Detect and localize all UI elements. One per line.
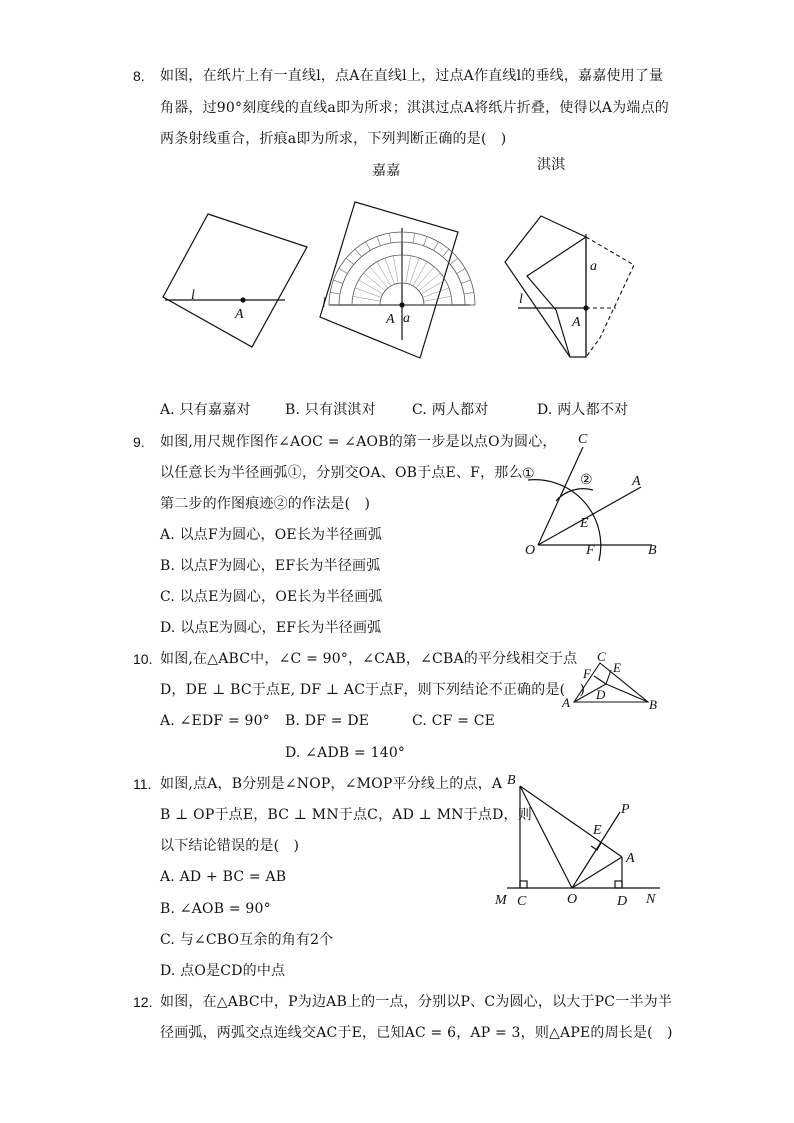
q8-option-C[interactable]: C. 两人都对	[412, 402, 489, 418]
q11-label-D: D	[617, 894, 628, 909]
q9-label-C: C	[578, 432, 588, 447]
q8-line-1: 如图，在纸片上有一直线l，点A在直线l上，过点A作直线l的垂线，嘉嘉使用了量	[160, 68, 664, 84]
q10-label-B: B	[649, 697, 657, 712]
q11-line-3: 以下结论错误的是( )	[160, 838, 300, 854]
q10-label-F: F	[583, 666, 591, 681]
q8-caption-qiqi: 淇淇	[537, 157, 566, 173]
q11-option-B[interactable]: B. ∠AOB = 90°	[160, 901, 271, 917]
q12-line-2: 径画弧，两弧交点连线交AC于E，已知AC = 6，AP = 3，则△APE的周长是( )	[160, 1025, 673, 1041]
q9-label-B: B	[648, 543, 657, 558]
q11-segment-BA	[520, 786, 622, 857]
q9-line-3: 第二步的作图痕迹②的作法是( )	[160, 496, 371, 512]
q11-number: 11.	[133, 776, 152, 792]
q10-label-D: D	[596, 687, 606, 702]
q10-label-E: E	[613, 660, 621, 675]
q8-option-A[interactable]: A. 只有嘉嘉对	[160, 402, 251, 418]
q8-option-B[interactable]: B. 只有淇淇对	[285, 402, 376, 418]
q9-option-B[interactable]: B. 以点F为圆心，EF长为半径画弧	[160, 558, 381, 574]
q11-label-B: B	[507, 773, 516, 788]
q9-option-A[interactable]: A. 以点F为圆心，OE长为半径画弧	[160, 527, 383, 543]
q10-label-C: C	[597, 649, 606, 664]
q11-option-C[interactable]: C. 与∠CBO互余的角有2个	[160, 932, 334, 948]
q10-option-C[interactable]: C. CF = CE	[412, 713, 496, 729]
q9-label-circle-1: ①	[522, 467, 535, 482]
q11-label-P: P	[621, 802, 630, 817]
q10-line-2: D，DE ⊥ BC于点E, DF ⊥ AC于点F，则下列结论不正确的是( )	[160, 682, 586, 698]
q11-label-E: E	[593, 823, 602, 838]
q10-line-1: 如图,在△ABC中，∠C = 90°，∠CAB，∠CBA的平分线相交于点	[160, 651, 578, 667]
q9-number: 9.	[133, 434, 145, 450]
q8-number: 8.	[133, 68, 145, 84]
q9-option-D[interactable]: D. 以点E为圆心，EF长为半径画弧	[160, 620, 382, 636]
q11-label-N: N	[646, 892, 656, 907]
q11-option-D[interactable]: D. 点O是CD的中点	[160, 963, 286, 979]
q11-right-angle-D	[615, 881, 622, 888]
q12-line-1: 如图，在△ABC中，P为边AB上的一点，分别以P、C为圆心，以大于PC一半为半	[160, 994, 673, 1010]
q11-segment-BO	[520, 786, 572, 888]
q8-line-2: 角器，过90°刻度线的直线a即为所求；淇淇过点A将纸片折叠，使得以A为端点的	[160, 100, 669, 116]
q8-fig3-label-l: l	[519, 292, 523, 307]
q11-line-2: B ⊥ OP于点E，BC ⊥ MN于点C，AD ⊥ MN于点D，则	[160, 807, 532, 823]
q11-label-O: O	[567, 892, 578, 907]
q12-number: 12.	[133, 994, 153, 1010]
q11-right-angle-C	[520, 881, 527, 888]
q8-fig2-label-a: a	[403, 311, 410, 326]
q8-option-D[interactable]: D. 两人都不对	[537, 402, 629, 418]
q11-line-1: 如图,点A，B分别是∠NOP，∠MOP平分线上的点，A	[160, 776, 503, 792]
q9-label-O: O	[525, 543, 536, 558]
q9-line-2: 以任意长为半径画弧①，分别交OA、OB于点E、F，那么	[160, 465, 523, 481]
q8-fig1-label-l: l	[191, 288, 195, 303]
q8-caption-jiajia: 嘉嘉	[372, 163, 401, 179]
q8-line-3: 两条射线重合，折痕a即为所求，下列判断正确的是( )	[160, 131, 507, 147]
q11-label-C: C	[517, 894, 527, 909]
q9-label-F: F	[586, 543, 595, 558]
q11-label-A: A	[626, 851, 635, 866]
q10-label-A: A	[562, 695, 570, 710]
q8-fig2-label-A: A	[386, 312, 395, 327]
q8-fig3-label-a: a	[590, 259, 597, 274]
q10-number: 10.	[133, 651, 153, 667]
q8-fig1-label-A: A	[235, 307, 244, 322]
q9-option-C[interactable]: C. 以点E为圆心，OE长为半径画弧	[160, 589, 383, 605]
q8-fig3-label-A: A	[572, 315, 581, 330]
q9-label-A: A	[632, 474, 641, 489]
q10-option-A[interactable]: A. ∠EDF = 90°	[160, 713, 270, 729]
q8-fig2-label-l: l	[322, 296, 326, 311]
q11-option-A[interactable]: A. AD + BC = AB	[160, 869, 287, 885]
q10-option-B[interactable]: B. DF = DE	[285, 713, 370, 729]
q9-label-circle-2: ②	[580, 473, 593, 488]
q10-option-D[interactable]: D. ∠ADB = 140°	[285, 745, 406, 761]
q9-line-1: 如图,用尺规作图作∠AOC = ∠AOB的第一步是以点O为圆心，	[160, 434, 557, 450]
q9-label-E: E	[580, 516, 589, 531]
q11-label-M: M	[495, 893, 507, 908]
